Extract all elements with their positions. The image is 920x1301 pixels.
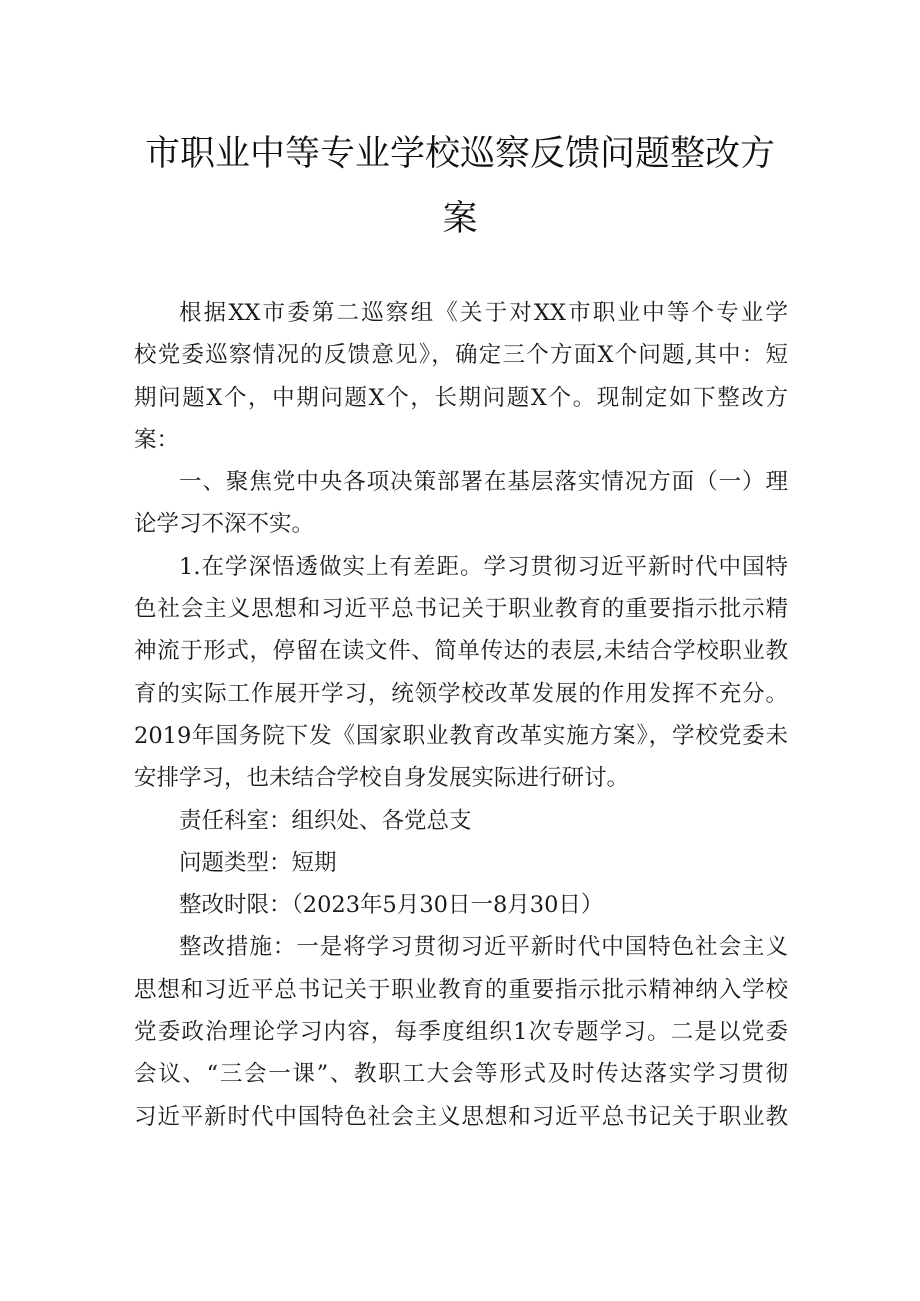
body-line: 校党委巡察情况的反馈意见》，确定三个方面X个问题,其中：短	[134, 342, 788, 369]
body-line: 问题类型：短期	[179, 849, 337, 876]
body-line: 责任科室：组织处、各党总支	[179, 807, 472, 834]
document-title-line-2: 案	[442, 199, 478, 239]
body-line: 论学习不深不实。	[134, 511, 315, 538]
body-line: 安排学习，也未结合学校自身发展实际进行研讨。	[134, 765, 630, 792]
body-line: 整改时限：（2023年5月30日一8月30日）	[179, 892, 604, 919]
body-line: 2019年国务院下发《国家职业教育改革实施方案》，学校党委未	[134, 722, 788, 749]
body-line: 根据XX市委第二巡察组《关于对XX市职业中等个专业学	[179, 300, 788, 326]
document-body	[134, 292, 788, 1138]
body-line: 1.在学深悟透做实上有差距。学习贯彻习近平新时代中国特	[179, 553, 788, 580]
body-line: 习近平新时代中国特色社会主义思想和习近平总书记关于职业教	[134, 1103, 788, 1130]
body-line: 色社会主义思想和习近平总书记关于职业教育的重要指示批示精	[134, 596, 788, 623]
body-line: 整改措施：一是将学习贯彻习近平新时代中国特色社会主义	[179, 934, 788, 961]
body-line: 期问题X个，中期问题X个，长期问题X个。现制定如下整改方	[134, 384, 788, 411]
body-line: 一、聚焦党中央各项决策部署在基层落实情况方面（一）理	[179, 469, 788, 496]
body-line: 神流于形式，停留在读文件、简单传达的表层,未结合学校职业教	[134, 638, 788, 665]
document-title-line-1: 市职业中等专业学校巡察反馈问题整改方	[144, 134, 775, 174]
body-line: 育的实际工作展开学习，统领学校改革发展的作用发挥不充分。	[134, 680, 788, 707]
body-line: 会议、“三会一课”、教职工大会等形式及时传达落实学习贯彻	[134, 1061, 788, 1088]
body-line: 案：	[134, 426, 180, 453]
body-line: 思想和习近平总书记关于职业教育的重要指示批示精神纳入学校	[134, 976, 788, 1003]
body-line: 党委政治理论学习内容，每季度组织1次专题学习。二是以党委	[134, 1019, 788, 1046]
